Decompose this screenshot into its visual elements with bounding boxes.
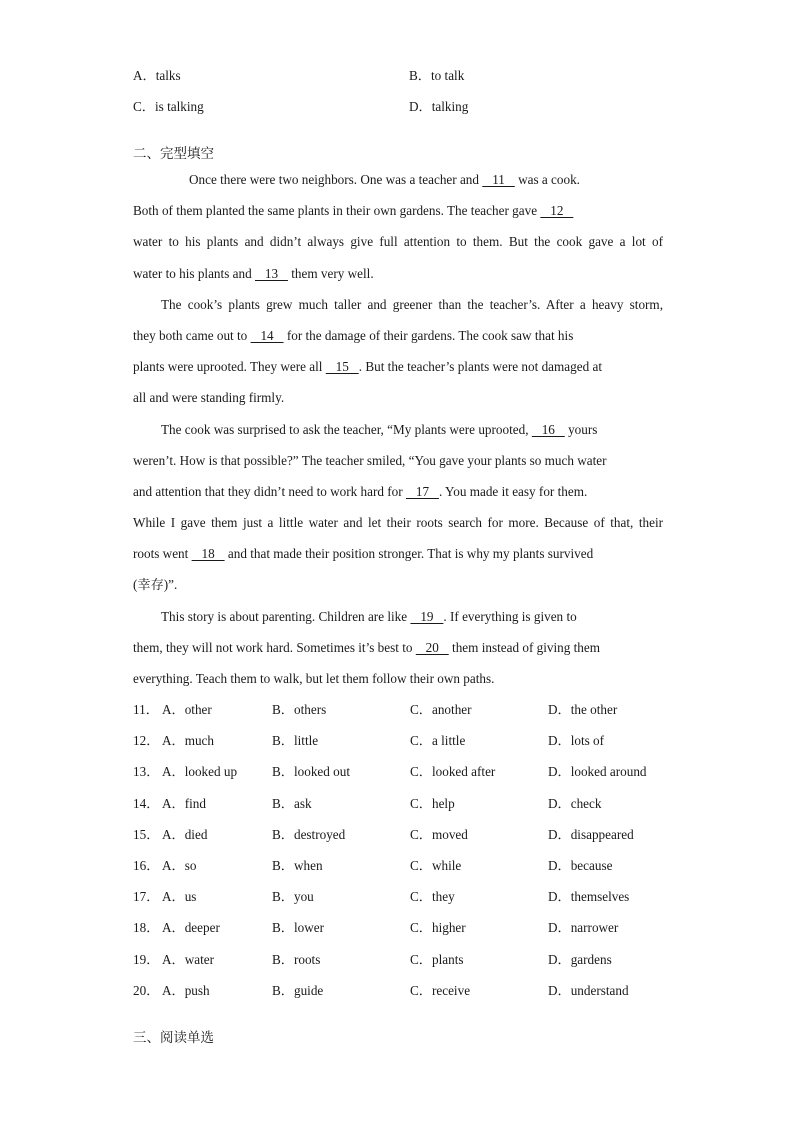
- passage-line: [133, 639, 663, 670]
- option-a[interactable]: A．find: [162, 796, 206, 811]
- cloze-passage: [133, 171, 663, 701]
- passage-text: water to his plants and: [133, 265, 255, 281]
- option-c[interactable]: C．help: [410, 796, 455, 811]
- option-a[interactable]: A．us: [162, 889, 197, 904]
- blank-18: 18: [191, 546, 225, 562]
- passage-line: (幸存)”.: [133, 577, 178, 593]
- blank-13: 13: [254, 265, 288, 281]
- option-d[interactable]: D．themselves: [548, 889, 630, 904]
- blank-15: 15: [325, 359, 359, 375]
- option-a[interactable]: A．push: [162, 983, 210, 998]
- passage-line: [133, 608, 663, 639]
- passage-line: everything. Teach them to walk, but let them follow their own paths.: [133, 671, 495, 686]
- passage-line: [133, 202, 663, 233]
- question-number: 15．: [133, 827, 160, 842]
- passage-text: This story is about parenting. Children are like: [161, 608, 411, 624]
- prev-option-d: D．talking: [409, 99, 469, 114]
- section-title-cloze: 二、完型填空: [133, 146, 214, 162]
- option-b[interactable]: B．guide: [272, 983, 324, 998]
- option-d[interactable]: D．lots of: [548, 733, 605, 748]
- blank-20: 20: [415, 639, 449, 655]
- option-c[interactable]: C．another: [410, 702, 472, 717]
- section-title-reading: 三、阅读单选: [133, 1030, 214, 1046]
- passage-line: water to his plants and didn’t always give full attention to them. But the cook gave a lot of: [133, 234, 663, 250]
- option-c[interactable]: C．looked after: [410, 764, 496, 779]
- passage-line: While I gave them just a little water and let their roots search for more. Because of that, their: [133, 515, 663, 531]
- option-c[interactable]: C．moved: [410, 827, 468, 842]
- passage-text: them, they will not work hard. Sometimes it’s best to: [133, 639, 416, 655]
- option-c[interactable]: C．plants: [410, 952, 464, 967]
- passage-line: all and were standing firmly.: [133, 390, 285, 406]
- question-number: 18．: [133, 920, 160, 935]
- option-d[interactable]: D．disappeared: [548, 827, 634, 842]
- passage-line: [133, 265, 663, 296]
- option-a[interactable]: A．looked up: [162, 764, 238, 779]
- passage-text: them instead of giving them: [448, 639, 601, 655]
- passage-text: for the damage of their gardens. The cook saw that his: [283, 327, 574, 343]
- passage-text: plants were uprooted. They were all: [133, 359, 326, 375]
- passage-text: roots went: [133, 546, 192, 562]
- option-c[interactable]: C．higher: [410, 920, 466, 935]
- option-d[interactable]: D．the other: [548, 702, 618, 717]
- question-number: 16．: [133, 858, 160, 873]
- option-b[interactable]: B．when: [272, 858, 323, 873]
- option-b[interactable]: B．ask: [272, 796, 312, 811]
- passage-text: was a cook.: [514, 172, 580, 187]
- prev-option-c: C．is talking: [133, 99, 204, 114]
- option-b[interactable]: B．destroyed: [272, 827, 346, 842]
- passage-text: . You made it easy for them.: [438, 483, 588, 499]
- option-c[interactable]: C．a little: [410, 733, 466, 748]
- blank-12: 12: [540, 203, 574, 219]
- option-b[interactable]: B．you: [272, 889, 314, 904]
- prev-option-a: A．talks: [133, 68, 181, 83]
- option-b[interactable]: B．little: [272, 733, 319, 748]
- option-b[interactable]: B．others: [272, 702, 327, 717]
- option-b[interactable]: B．looked out: [272, 764, 351, 779]
- blank-19: 19: [410, 608, 444, 624]
- passage-text: and attention that they didn’t need to work hard for: [133, 483, 406, 499]
- option-d[interactable]: D．narrower: [548, 920, 619, 935]
- option-a[interactable]: A．so: [162, 858, 197, 873]
- passage-text: Once there were two neighbors. One was a teacher and: [189, 172, 483, 187]
- question-number: 14．: [133, 796, 160, 811]
- question-number: 20．: [133, 983, 160, 998]
- passage-line: [133, 483, 663, 514]
- blank-16: 16: [531, 421, 565, 437]
- passage-line: The cook’s plants grew much taller and greener than the teacher’s. After a heavy storm,: [161, 296, 663, 312]
- passage-text: and that made their position stronger. That is why my plants survived: [224, 546, 594, 562]
- option-a[interactable]: A．died: [162, 827, 208, 842]
- passage-line: [133, 545, 663, 576]
- passage-text: them very well.: [287, 265, 374, 281]
- passage-text: they both came out to: [133, 327, 251, 343]
- blank-14: 14: [250, 327, 284, 343]
- passage-text: The cook was surprised to ask the teacher, “My plants were uprooted,: [161, 421, 532, 437]
- passage-text: . If everything is given to: [443, 608, 577, 624]
- option-c[interactable]: C．receive: [410, 983, 471, 998]
- question-number: 19．: [133, 952, 160, 967]
- option-d[interactable]: D．because: [548, 858, 613, 873]
- passage-text: Both of them planted the same plants in their own gardens. The teacher gave: [133, 203, 541, 219]
- passage-text: . But the teacher’s plants were not damaged at: [358, 359, 602, 375]
- option-a[interactable]: A．deeper: [162, 920, 220, 935]
- option-b[interactable]: B．roots: [272, 952, 321, 967]
- option-d[interactable]: D．check: [548, 796, 602, 811]
- question-number: 13．: [133, 764, 160, 779]
- passage-line: [133, 327, 663, 358]
- option-d[interactable]: D．gardens: [548, 952, 612, 967]
- option-a[interactable]: A．much: [162, 733, 215, 748]
- passage-text: yours: [564, 421, 598, 437]
- blank-17: 17: [405, 483, 439, 499]
- option-b[interactable]: B．lower: [272, 920, 325, 935]
- passage-line: [133, 358, 663, 389]
- option-a[interactable]: A．water: [162, 952, 214, 967]
- prev-option-b: B．to talk: [409, 68, 465, 83]
- question-number: 11．: [133, 702, 159, 717]
- blank-11: 11: [482, 172, 515, 187]
- option-d[interactable]: D．looked around: [548, 764, 647, 779]
- passage-line: weren’t. How is that possible?” The teacher smiled, “You gave your plants so much water: [133, 452, 607, 468]
- passage-line: [133, 421, 663, 452]
- option-c[interactable]: C．while: [410, 858, 462, 873]
- question-number: 12．: [133, 733, 160, 748]
- question-number: 17．: [133, 889, 160, 904]
- passage-line: [133, 171, 663, 202]
- option-c[interactable]: C．they: [410, 889, 455, 904]
- option-a[interactable]: A．other: [162, 702, 212, 717]
- option-d[interactable]: D．understand: [548, 983, 629, 998]
